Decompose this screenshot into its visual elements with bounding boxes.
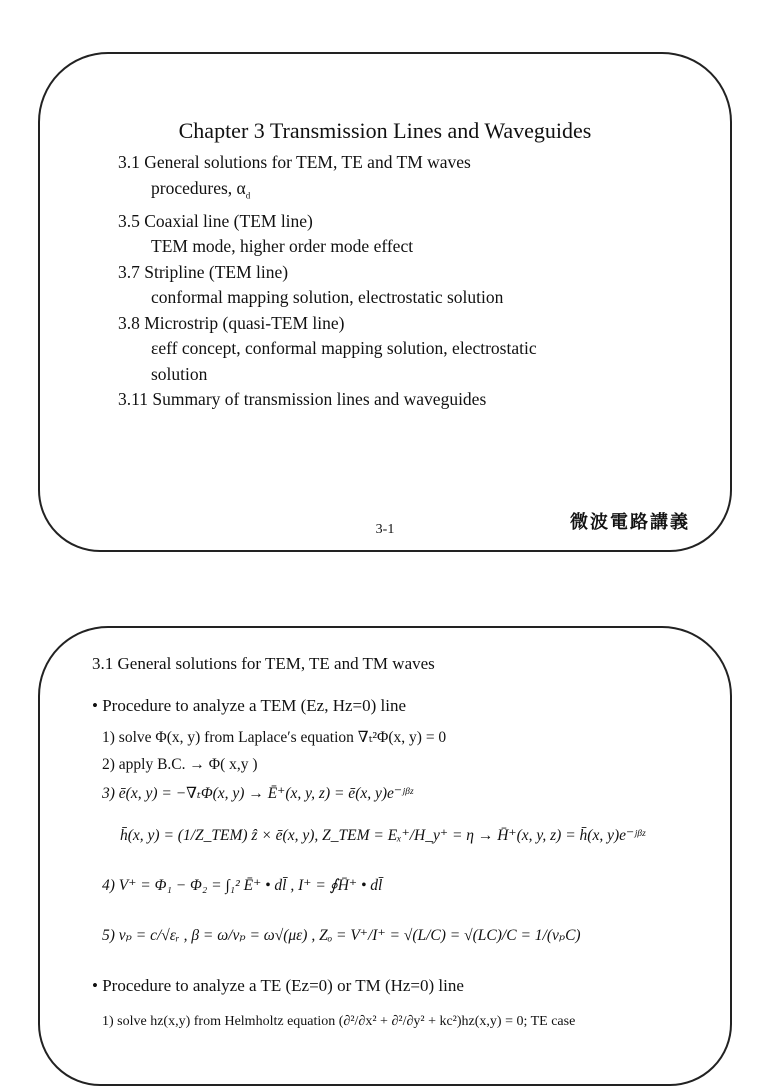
bullet-tem: • Procedure to analyze a TEM (Ez, Hz=0) line	[92, 696, 407, 715]
step-te-1: 1) solve hz(x,y) from Helmholtz equation (∂²/∂x² + ∂²/∂y² + kc²)hz(x,y) = 0; TE case	[102, 1014, 576, 1029]
step-3-continued: h̄(x, y) = (1/Z_TEM) ẑ × ē(x, y), Z_TEM = Eₓ⁺/H_y⁺ = η → H̄⁺(x, y, z) = h̄(x, y)e⁻ʲᵝᶻ	[120, 827, 645, 844]
topic-line: conformal mapping solution, electrostatic solution	[151, 287, 504, 307]
topic-line: procedures, $\alpha_d$	[151, 177, 251, 200]
topic-line: TEM mode, higher order mode effect	[151, 236, 414, 256]
step-4: 4) V⁺ = Φ₁ − Φ₂ = ∫₁² Ē⁺ • dl̄ , I⁺ = ∮H̄⁺ • dl̄	[102, 877, 383, 894]
section-heading: 3.1 General solutions for TEM, TE and TM waves	[92, 654, 435, 673]
page-number: 3-1	[375, 522, 395, 537]
topic-line: 3.8 Microstrip (quasi-TEM line)	[118, 312, 345, 333]
topic-line: 3.11 Summary of transmission lines and waveguides	[118, 389, 487, 409]
bullet-te-tm: • Procedure to analyze a TE (Ez=0) or TM (Hz=0) line	[92, 976, 464, 995]
topic-line: 3.7 Stripline (TEM line)	[118, 261, 289, 282]
step-1: 1) solve Φ(x, y) from Laplace′s equation ∇ₜ²Φ(x, y) = 0	[102, 729, 447, 746]
slide-1	[38, 52, 732, 552]
topic-line: 3.1 General solutions for TEM, TE and TM waves	[118, 152, 471, 172]
topic-list	[118, 150, 537, 413]
step-5: 5) vₚ = c/√εᵣ , β = ω/vₚ = ω√(με) , Zₒ = V⁺/I⁺ = √(L/C) = √(LC)/C = 1/(vₚC)	[102, 927, 581, 944]
course-label: 微波電路講義	[570, 512, 690, 533]
topic-line: solution	[151, 363, 208, 384]
step-2: 2) apply B.C. → Φ( x,y )	[102, 756, 258, 773]
slide-title: Chapter 3 Transmission Lines and Waveguides	[178, 118, 592, 143]
step-3: 3) ē(x, y) = −∇ₜΦ(x, y) → Ē⁺(x, y, z) = ē(x, y)e⁻ʲᵝᶻ	[102, 785, 413, 802]
topic-line: 3.5 Coaxial line (TEM line)	[118, 210, 313, 231]
topic-line: εeff concept, conformal mapping solution, electrostatic	[151, 338, 537, 358]
slide-2	[38, 626, 732, 1086]
